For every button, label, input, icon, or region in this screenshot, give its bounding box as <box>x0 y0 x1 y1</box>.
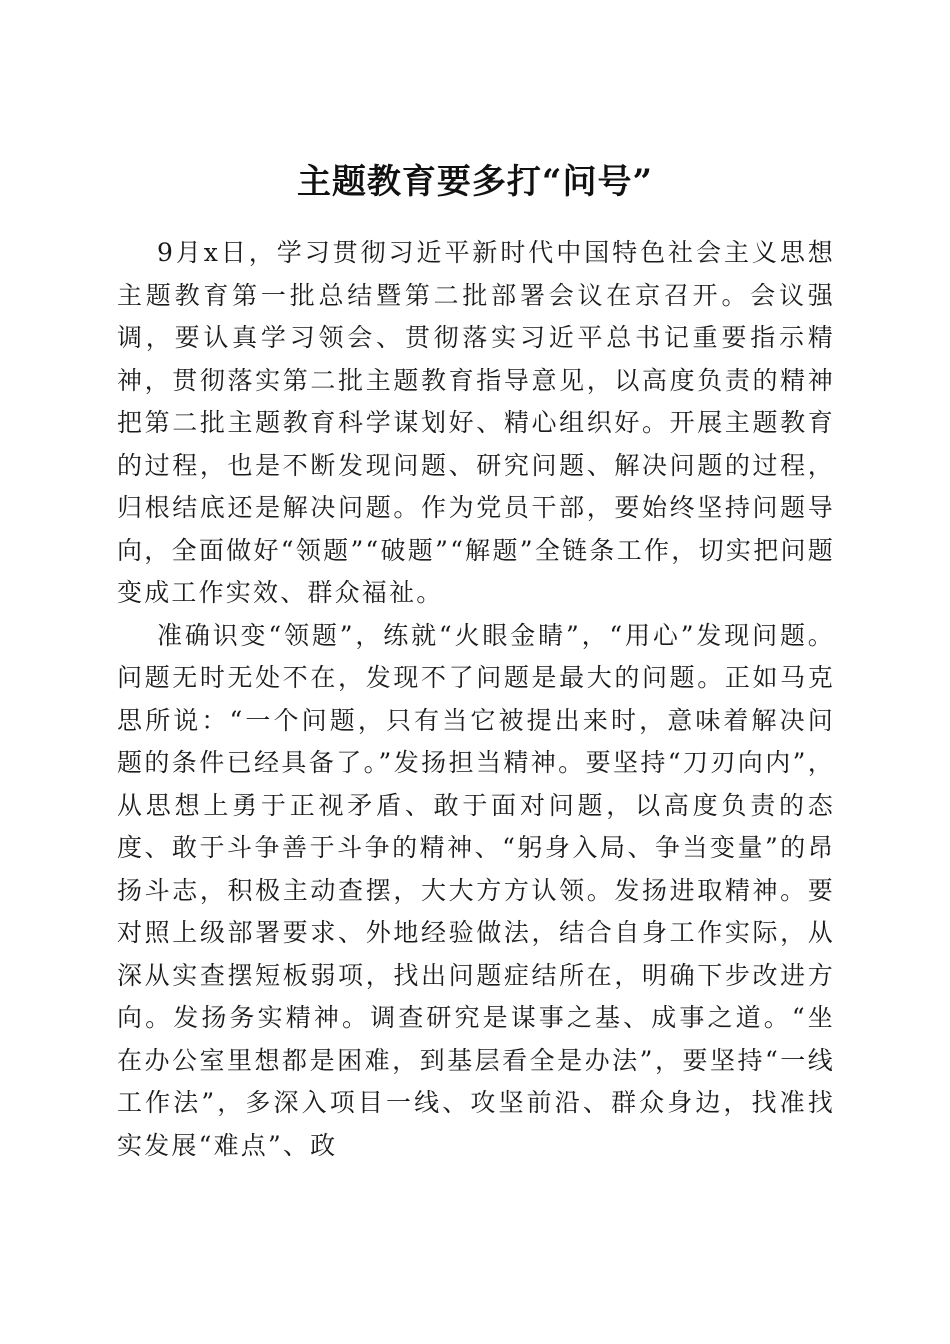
document-body <box>117 232 835 1167</box>
paragraph: 准确识变“领题”，练就“火眼金睛”，“用心”发现问题。问题无时无处不在，发现不了问题是最大的问题。正如马克思所说：“一个问题，只有当它被提出来时，意味着解决问题的条件已经具备了。”发扬担当精神。要坚持“刀刃向内”，从思想上勇于正视矛盾、敢于面对问题，以高度负责的态度、敢于斗争善于斗争的精神、“躬身入局、争当变量”的昂扬斗志，积极主动查摆，大大方方认领。发扬进取精神。要对照上级部署要求、外地经验做法，结合自身工作实际，从深从实查摆短板弱项，找出问题症结所在，明确下步改进方向。发扬务实精神。调查研究是谋事之基、成事之道。“坐在办公室里想都是困难，到基层看全是办法”，要坚持“一线工作法”，多深入项目一线、攻坚前沿、群众身边，找准找实发展“难点”、政 <box>117 620 835 1160</box>
document-title: 主题教育要多打“问号” <box>296 161 654 202</box>
paragraph: 9月x日，学习贯彻习近平新时代中国特色社会主义思想主题教育第一批总结暨第二批部署会议在京召开。会议强调，要认真学习领会、贯彻落实习近平总书记重要指示精神，贯彻落实第二批主题教育指导意见，以高度负责的精神把第二批主题教育科学谋划好、精心组织好。开展主题教育的过程，也是不断发现问题、研究问题、解决问题的过程，归根结底还是解决问题。作为党员干部，要始终坚持问题导向，全面做好“领题”“破题”“解题”全链条工作，切实把问题变成工作实效、群众福祉。 <box>117 238 835 607</box>
